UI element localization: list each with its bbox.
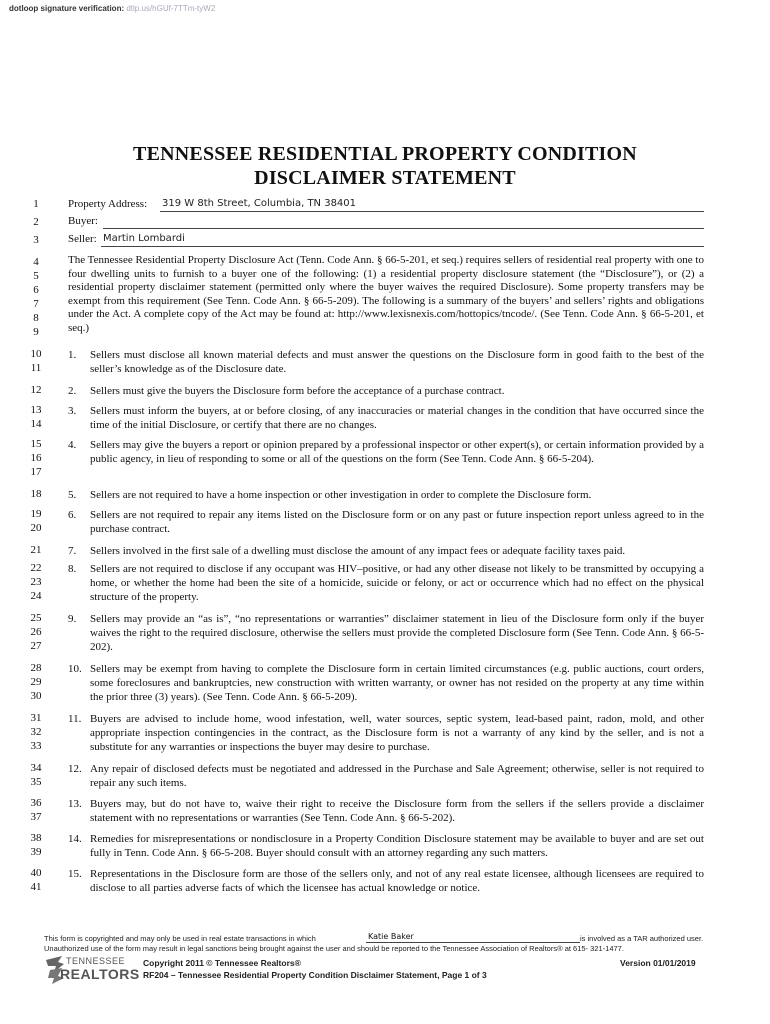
rule-item (68, 438, 704, 466)
rule-text: Representations in the Disclosure form are those of the sellers only, and not of any real estate licensee, although licensees are required to disclose to all parties adverse facts of which the licensee has actual knowledge or notice. (90, 868, 704, 894)
rule-item (68, 832, 704, 860)
line-number: 22 (30, 562, 42, 574)
line-number: 12 (30, 384, 42, 396)
rule-item (68, 488, 704, 502)
rule-item (68, 712, 704, 754)
line-number: 8 (33, 312, 39, 324)
verification-link[interactable]: dtlp.us/hGUf-7TTm-tyW2 (126, 4, 216, 13)
logo-text-tennessee: TENNESSEE (66, 956, 126, 966)
rule-number: 3. (68, 405, 77, 417)
rule-text: Buyers are advised to include home, wood infestation, well, water sources, septic system, lead-based paint, radon, mold, and other appropriate inspection contingencies in the contract, as the Disclosure form is not a warranty of any kind by the seller, and is not a substitute for any warranties or inspections the buyer may desire to purchase. (90, 713, 704, 753)
line-number: 21 (30, 544, 42, 556)
rule-number: 7. (68, 545, 77, 557)
rule-number: 6. (68, 509, 77, 521)
intro-paragraph: The Tennessee Residential Property Disclosure Act (Tenn. Code Ann. § 66-5-201, et seq.) requires sellers of residential real property with one to four dwelling units to furnish to a buyer one of the following: (1) a residential property disclosure statement (the “Disclosure”), or (2) a residential property disclaimer statement (permitted only where the buyer waives the required Disclosure). Some property transfers may be exempt from this requirement (See Tenn. Code Ann. § 66-5-209). The following is a summary of the buyers’ and sellers’ rights and obligations under the Act. A complete copy of the Act may be found at: http://www.lexisnexis.com/hottopics/tncode/. (See Tenn. Code Ann. § 66-5-201, et seq.) (68, 254, 704, 334)
buyer-field[interactable] (103, 214, 704, 229)
rule-number: 11. (68, 713, 82, 725)
rule-number: 2. (68, 385, 77, 397)
rule-text: Sellers may give the buyers a report or opinion prepared by a professional inspector or other expert(s), or certain information provided by a public agency, in lieu of responding to some or all of the questions on the form (See Tenn. Code Ann. § 66-5-204). (90, 439, 704, 465)
rule-item (68, 562, 704, 604)
rule-number: 15. (68, 868, 82, 880)
line-number: 35 (30, 776, 42, 788)
line-number: 28 (30, 662, 42, 674)
rule-text: Sellers must give the buyers the Disclosure form before the acceptance of a purchase contract. (90, 385, 505, 397)
rule-item (68, 384, 704, 398)
rule-text: Sellers may provide an “as is”, “no representations or warranties” disclaimer statement in lieu of the Disclosure form only if the buyer waives the right to the required disclosure, otherwise the sellers must provide the completed Disclosure form (See Tenn. Code Ann. § 66-5-202). (90, 613, 704, 653)
line-number: 27 (30, 640, 42, 652)
verification-label: dotloop signature verification: (9, 4, 125, 13)
rule-number: 9. (68, 613, 77, 625)
line-number: 17 (30, 466, 42, 478)
rule-number: 13. (68, 798, 82, 810)
rule-number: 1. (68, 349, 77, 361)
rule-number: 14. (68, 833, 82, 845)
rule-text: Sellers are not required to have a home inspection or other investigation in order to complete the Disclosure form. (90, 489, 592, 501)
rule-text: Sellers may be exempt from having to complete the Disclosure form in certain limited circumstances (e.g. public auctions, court orders, some foreclosures and bankruptcies, new construction with written warranty, or owner has not resided on the property at any time within the prior three (3) years). (See Tenn. Code Ann. § 66-5-209). (90, 663, 704, 703)
document-title-line1: TENNESSEE RESIDENTIAL PROPERTY CONDITION (133, 143, 637, 165)
line-number: 23 (30, 576, 42, 588)
line-number: 40 (30, 867, 42, 879)
line-number: 1 (33, 198, 39, 210)
form-id-line: RF204 – Tennessee Residential Property Condition Disclaimer Statement, Page 1 of 3 (143, 970, 487, 980)
line-number: 33 (30, 740, 42, 752)
dotloop-verification (9, 4, 215, 13)
line-number: 25 (30, 612, 42, 624)
buyer-label: Buyer: (68, 215, 98, 227)
rule-text: Any repair of disclosed defects must be negotiated and addressed in the Purchase and Sale Agreement; otherwise, seller is not required to repair any such items. (90, 763, 704, 789)
rule-text: Buyers may, but do not have to, waive their right to receive the Disclosure form from the sellers if the sellers provide a disclaimer statement with no representations or warranties (See Tenn. Code Ann. § 66-5-202). (90, 798, 704, 824)
line-number: 4 (33, 256, 39, 268)
copyright-line: Copyright 2011 © Tennessee Realtors® (143, 958, 301, 968)
rule-item (68, 762, 704, 790)
line-number: 14 (30, 418, 42, 430)
line-number: 15 (30, 438, 42, 450)
line-number: 20 (30, 522, 42, 534)
rule-text: Sellers are not required to repair any items listed on the Disclosure form or on any past or future inspection report unless agreed to in the purchase contract. (90, 509, 704, 535)
rule-text: Sellers involved in the first sale of a dwelling must disclose the amount of any impact fees or adequate facility taxes paid. (90, 545, 626, 557)
rule-number: 10. (68, 663, 82, 675)
line-number: 36 (30, 797, 42, 809)
rule-text: Sellers must disclose all known material defects and must answer the questions on the Disclosure form in good faith to the best of the seller’s knowledge as of the Disclosure date. (90, 349, 704, 375)
document-title-line2: DISCLAIMER STATEMENT (254, 167, 516, 189)
rule-item (68, 662, 704, 704)
rule-item (68, 867, 704, 895)
rule-number: 8. (68, 563, 77, 575)
rule-item (68, 508, 704, 536)
line-number: 39 (30, 846, 42, 858)
line-number: 32 (30, 726, 42, 738)
property-address-label: Property Address: (68, 198, 148, 210)
line-number: 34 (30, 762, 42, 774)
line-number: 30 (30, 690, 42, 702)
rule-item (68, 348, 704, 376)
authorized-user-field[interactable]: Katie Baker (366, 932, 580, 943)
rule-text: Remedies for misrepresentations or nondisclosure in a Property Condition Disclosure statement may be available to buyer and are set out fully in Tenn. Code Ann. § 66-5-208. Buyer should consult with an attorney regarding any such matters. (90, 833, 704, 859)
copyright-notice-post: is involved as a TAR authorized user. (580, 934, 704, 943)
seller-label: Seller: (68, 233, 97, 245)
line-number: 10 (30, 348, 42, 360)
rule-item (68, 544, 704, 558)
logo-text-realtors: REALTORS (60, 966, 140, 982)
line-number: 9 (33, 326, 39, 338)
rule-item (68, 797, 704, 825)
rule-number: 5. (68, 489, 77, 501)
line-number: 26 (30, 626, 42, 638)
rule-item (68, 404, 704, 432)
line-number: 38 (30, 832, 42, 844)
rule-item (68, 612, 704, 654)
line-number: 41 (30, 881, 42, 893)
line-number: 16 (30, 452, 42, 464)
line-number: 24 (30, 590, 42, 602)
line-number: 29 (30, 676, 42, 688)
copyright-notice-pre: This form is copyrighted and may only be used in real estate transactions in which (44, 934, 316, 943)
line-number: 19 (30, 508, 42, 520)
line-number: 5 (33, 270, 39, 282)
version-line: Version 01/01/2019 (620, 958, 696, 968)
line-number: 7 (33, 298, 39, 310)
line-number: 31 (30, 712, 42, 724)
line-number: 18 (30, 488, 42, 500)
rule-text: Sellers must inform the buyers, at or before closing, of any inaccuracies or material changes in the condition that have occurred since the time of the initial Disclosure, or certify that there are no changes. (90, 405, 704, 431)
line-number: 3 (33, 234, 39, 246)
line-number: 11 (30, 362, 42, 374)
line-number: 13 (30, 404, 42, 416)
property-address-field[interactable]: 319 W 8th Street, Columbia, TN 38401 (160, 197, 704, 212)
rule-number: 4. (68, 439, 77, 451)
rule-number: 12. (68, 763, 82, 775)
unauthorized-use-notice: Unauthorized use of the form may result in legal sanctions being brought against the user and should be reported to the Tennessee Association of Realtors® at 615- 321-1477. (44, 944, 624, 953)
line-number: 6 (33, 284, 39, 296)
line-number: 37 (30, 811, 42, 823)
rule-text: Sellers are not required to disclose if any occupant was HIV–positive, or had any other disease not likely to be transmitted by occupying a home, or whether the home had been the site of a homicide, suicide or felony, or act or occurrence which had no effect on the physical structure of the property. (90, 563, 704, 603)
seller-field[interactable]: Martin Lombardi (101, 232, 704, 247)
line-number: 2 (33, 216, 39, 228)
